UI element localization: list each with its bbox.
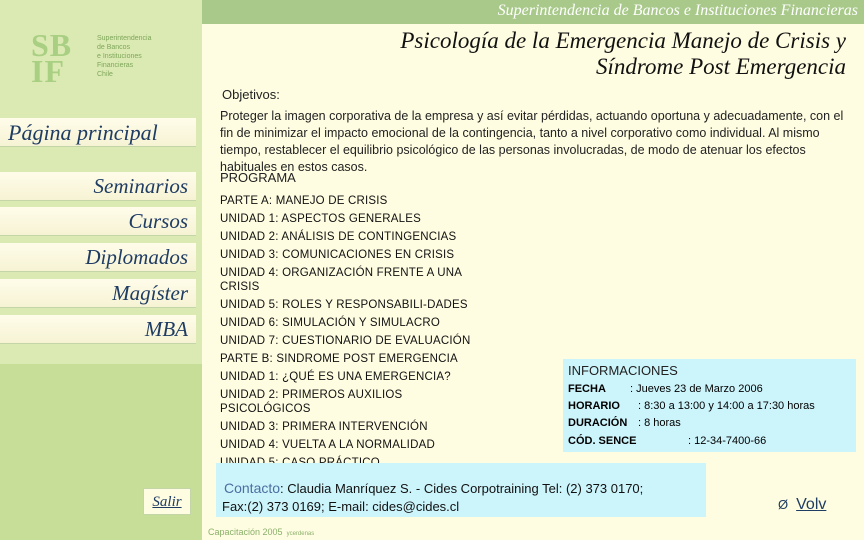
info-title: INFORMACIONES xyxy=(568,363,678,378)
top-band-left xyxy=(0,0,202,24)
nav-main-page[interactable]: Página principal xyxy=(0,118,196,147)
info-row-sence: CÓD. SENCE : 12-34-7400-66 xyxy=(568,435,767,447)
program-line: UNIDAD 7: CUESTIONARIO DE EVALUACIÓN xyxy=(220,335,471,347)
objectives-text: Proteger la imagen corporativa de la empresa y así evitar pérdidas, actuando oportuna y adecuadamente, con el fin de minimizar el impacto emocional de la contingencia, tanto a nivel corporativo como individual. Al mismo tiempo, restablecer el equilibrio psicológico de las personas involucradas, de modo de atenuar los efectos habituales en estos casos. xyxy=(220,109,844,174)
info-row-schedule: HORARIO : 8:30 a 13:00 y 14:00 a 17:30 horas xyxy=(568,400,815,412)
program-line: PSICOLÓGICOS xyxy=(220,403,311,415)
contact-label: Contacto xyxy=(224,480,281,496)
program-line: UNIDAD 3: COMUNICACIONES EN CRISIS xyxy=(220,249,455,261)
program-line: UNIDAD 4: VUELTA A LA NORMALIDAD xyxy=(220,439,435,451)
objectives-label: Objetivos: xyxy=(222,87,280,102)
contact-line-2: Fax:(2) 373 0169; E-mail: cides@cides.cl xyxy=(222,499,460,514)
logo-letters: SB IF xyxy=(31,27,73,89)
program-line: PARTE B: SINDROME POST EMERGENCIA xyxy=(220,353,458,365)
program-line: UNIDAD 1: ¿QUÉ ES UNA EMERGENCIA? xyxy=(220,371,451,383)
info-row-date: FECHA : Jueves 23 de Marzo 2006 xyxy=(568,383,763,395)
contact-box xyxy=(216,463,706,517)
program-line: PARTE A: MANEJO DE CRISIS xyxy=(220,195,388,207)
program-line: UNIDAD 4: ORGANIZACIÓN FRENTE A UNA xyxy=(220,267,463,279)
back-label[interactable]: Volv xyxy=(796,496,827,513)
top-band xyxy=(0,0,864,24)
footer-author: ycerdenas xyxy=(286,531,315,537)
back-link[interactable] xyxy=(778,496,826,514)
exit-button[interactable]: Salir xyxy=(143,488,191,515)
sidebar xyxy=(0,24,202,540)
org-name: Superintendencia de Bancos e Instituciones Financieras xyxy=(497,2,858,19)
nav-cursos[interactable]: Cursos xyxy=(0,207,196,236)
sbif-logo xyxy=(25,27,175,92)
footer-text: Capacitación 2005 xyxy=(208,527,283,537)
nav-mba[interactable]: MBA xyxy=(0,315,196,344)
contact-line-1: Contacto: Claudia Manríquez S. - Cides Corpotraining Tel: (2) 373 0170; xyxy=(224,480,644,496)
program-list xyxy=(220,192,520,472)
program-line: UNIDAD 2: ANÁLISIS DE CONTINGENCIAS xyxy=(220,231,457,243)
info-row-duration: DURACIÓN : 8 horas xyxy=(568,417,681,429)
nav-seminarios[interactable]: Seminarios xyxy=(0,172,196,201)
nav-diplomados[interactable]: Diplomados xyxy=(0,243,196,272)
program-line: UNIDAD 6: SIMULACIÓN Y SIMULACRO xyxy=(220,317,441,329)
page-title: Psicología de la Emergencia Manejo de Crisis y Síndrome Post Emergencia xyxy=(400,28,846,79)
arrow-right-icon: Ø xyxy=(778,497,789,512)
nav-magister[interactable]: Magíster xyxy=(0,279,196,308)
program-line: UNIDAD 2: PRIMEROS AUXILIOS xyxy=(220,389,403,401)
program-title: PROGRAMA xyxy=(220,170,296,185)
info-box xyxy=(563,359,856,452)
program-line: UNIDAD 3: PRIMERA INTERVENCIÓN xyxy=(220,421,428,433)
footer xyxy=(208,527,314,537)
program-line: UNIDAD 5: ROLES Y RESPONSABILI-DADES xyxy=(220,299,468,311)
program-line: CRISIS xyxy=(220,281,260,293)
program-line: UNIDAD 1: ASPECTOS GENERALES xyxy=(220,213,421,225)
logo-subtext: Superintendencia de Bancos e Instituciones Financieras Chile xyxy=(97,35,152,78)
